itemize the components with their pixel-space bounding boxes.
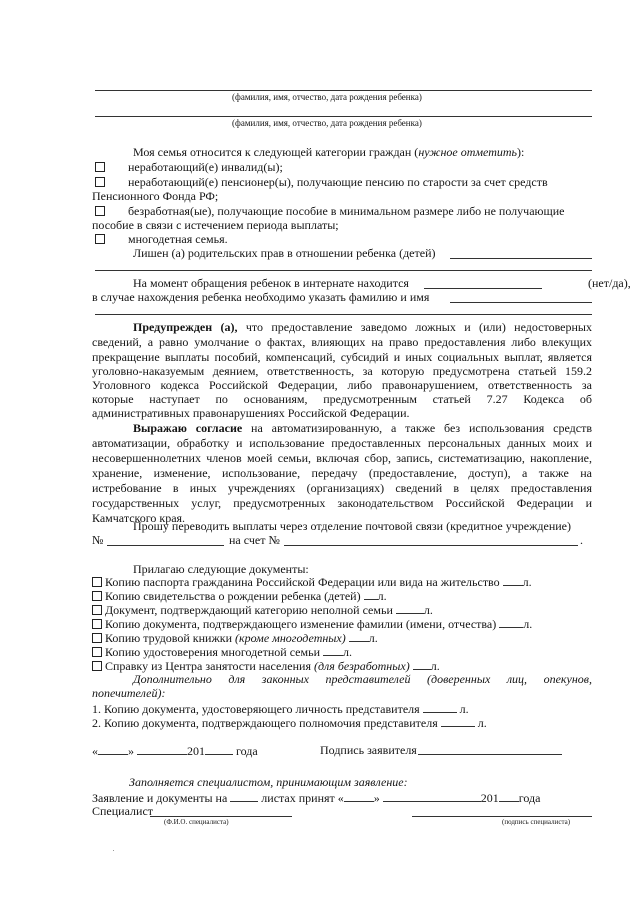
- boarding-field[interactable]: [424, 288, 542, 289]
- document-checkbox[interactable]: [92, 647, 102, 657]
- warning-line-1: [92, 320, 592, 334]
- category-pensioner-label-2: Пенсионного Фонда РФ;: [92, 189, 219, 203]
- category-intro: [92, 145, 592, 159]
- accepted-label: Заявление и документы на: [92, 791, 228, 805]
- boarding-label-2: в случае нахождения ребенка необходимо указать фамилию и имя: [92, 290, 430, 304]
- document-pages-unit: л.: [523, 617, 533, 631]
- accepted-year-field[interactable]: [499, 790, 519, 802]
- warning-line-5: Уголовного кодекса Российской Федерации, либо правонарушением, ответственность за: [92, 378, 592, 392]
- transfer-label: Прошу переводить выплаты через отделение почтовой связи (кредитное учреждение): [133, 519, 572, 533]
- document-pages-field[interactable]: [349, 630, 369, 642]
- document-pages-field[interactable]: [364, 588, 378, 600]
- category-disabled-label: неработающий(е) инвалид(ы);: [128, 160, 283, 174]
- accepted-sheets-field[interactable]: [230, 790, 258, 802]
- reps-heading-2: попечителей):: [92, 686, 166, 700]
- warning-text-1: что предоставление заведомо ложных и (или) недостоверных: [237, 320, 592, 334]
- accepted-quote-close: »: [373, 791, 380, 805]
- warning-line-2: сведений, а равно умолчание о фактах, влияющих на право предоставления либо влекущих: [92, 335, 592, 349]
- child-name-line-1[interactable]: [95, 90, 592, 91]
- warning-line-3: прекращение выплаты пособий, компенсаций, субсидий и иных социальных выплат, является: [92, 350, 592, 364]
- document-checkbox[interactable]: [92, 577, 102, 587]
- accepted-year-prefix: 201: [480, 791, 499, 805]
- document-label: Копию документа, подтверждающего изменение фамилии (имени, отчества): [105, 617, 497, 631]
- specialist-label: Специалист: [92, 804, 154, 818]
- document-item: [92, 658, 592, 673]
- document-pages-field[interactable]: [413, 658, 431, 670]
- document-checkbox[interactable]: [92, 605, 102, 615]
- accepted-year-word: года: [518, 791, 541, 805]
- document-pages-unit: л.: [368, 631, 378, 645]
- consent-lead: Выражаю согласие: [133, 421, 243, 435]
- document-note: (для безработных): [313, 659, 410, 673]
- reps-heading-1: [92, 672, 592, 686]
- specialist-accepted-row: [92, 790, 592, 805]
- child-name-line-2[interactable]: [95, 116, 592, 117]
- rights-field[interactable]: [450, 258, 592, 259]
- document-checkbox[interactable]: [92, 661, 102, 671]
- warning-line-7: административных правонарушениях Российской Федерации.: [92, 406, 410, 420]
- specialist-note: [92, 775, 592, 789]
- reps-item-2-pages-field[interactable]: [441, 715, 475, 727]
- category-intro-note: нужное отметить: [418, 145, 518, 159]
- document-pages-field[interactable]: [503, 574, 523, 586]
- date-year-field[interactable]: [205, 743, 233, 755]
- reps-item-2-label: 2. Копию документа, подтверждающего полномочия представителя: [92, 716, 438, 730]
- warning-line-6: которые наступает по основаниям, предусмотренным статьей 7.27 Кодекса об: [92, 392, 592, 406]
- consent-line-2: автоматизации, обработку и использование предоставленных персональных данных моих и: [92, 436, 592, 450]
- document-item: [92, 602, 592, 617]
- document-note: (кроме многодетных): [235, 631, 346, 645]
- child-name-caption-1: (фамилия, имя, отчество, дата рождения ребенка): [232, 92, 422, 102]
- consent-line-1: [92, 421, 592, 435]
- warning-line-4: уголовно-наказуемым деянием, ответственность, за которую предусмотрена статьей 159.2: [92, 364, 592, 378]
- specialist-note-text: Заполняется специалистом, принимающим заявление:: [129, 775, 408, 789]
- reps-item-1-label: 1. Копию документа, удостоверяющего личность представителя: [92, 702, 420, 716]
- documents-intro-label: Прилагаю следующие документы:: [133, 562, 309, 576]
- specialist-name-field[interactable]: [150, 816, 292, 817]
- consent-line-5: истребование в иных учреждениях (организациях) сведений в целях предоставления: [92, 481, 592, 495]
- document-item: [92, 574, 592, 589]
- document-label: Копию свидетельства о рождении ребенка (детей): [105, 589, 361, 603]
- reps-item-1-unit: л.: [459, 702, 469, 716]
- account-number-field[interactable]: [284, 545, 578, 546]
- date-month-field[interactable]: [137, 743, 187, 755]
- rights-deprived-label: Лишен (а) родительских прав в отношении ребенка (детей): [133, 246, 436, 260]
- boarding-label-1: На момент обращения ребенок в интернате находится: [133, 276, 409, 290]
- transfer-line-1: [92, 519, 592, 533]
- checkbox-unemployed[interactable]: [95, 206, 105, 216]
- document-item: [92, 644, 592, 659]
- consent-line-6: государственных услуг, предусмотренных законодательством Российской Федерации и: [92, 496, 592, 510]
- consent-text-1: на автоматизированную, а также без использования средств: [242, 421, 592, 435]
- document-pages-unit: л.: [377, 589, 387, 603]
- date-day-field[interactable]: [98, 743, 128, 755]
- applicant-signature-field[interactable]: [418, 743, 562, 755]
- document-pages-field[interactable]: [396, 602, 424, 614]
- document-checkbox[interactable]: [92, 633, 102, 643]
- boarding-name-field-continued[interactable]: [95, 314, 592, 315]
- reps-item-1-pages-field[interactable]: [423, 701, 457, 713]
- document-label: Документ, подтверждающий категорию неполной семьи: [105, 603, 393, 617]
- date-year-prefix: 201: [187, 744, 205, 758]
- checkbox-large-family[interactable]: [95, 234, 105, 244]
- category-unemployed-label-2: пособие в связи с истечением периода выплаты;: [92, 218, 339, 232]
- category-unemployed-label-1: безработная(ые), получающие пособие в минимальном размере либо не получающие: [128, 204, 565, 218]
- rights-field-continued[interactable]: [95, 270, 592, 271]
- date-quote-open: «: [92, 744, 98, 758]
- category-large-family-label: многодетная семья.: [128, 232, 228, 246]
- applicant-date-row: [92, 743, 592, 758]
- reps-item-1: [92, 701, 592, 716]
- specialist-signature-field[interactable]: [412, 816, 592, 817]
- category-intro-text: Моя семья относится к следующей категории граждан (: [133, 145, 419, 159]
- document-checkbox[interactable]: [92, 619, 102, 629]
- accepted-day-field[interactable]: [344, 790, 374, 802]
- child-name-caption-2: (фамилия, имя, отчество, дата рождения ребенка): [232, 118, 422, 128]
- document-pages-unit: л.: [343, 645, 352, 659]
- category-pensioner-label-1: неработающий(е) пенсионер(ы), получающие пенсию по старости за счет средств: [128, 175, 548, 189]
- document-label: Копию удостоверения многодетной семьи: [105, 645, 320, 659]
- scan-dot: [113, 850, 114, 851]
- accepted-sheets-label: листах принят «: [261, 791, 344, 805]
- transfer-account-label: на счет №: [229, 533, 280, 547]
- transfer-num-sign: №: [92, 533, 104, 547]
- consent-line-7: Камчатского края.: [92, 511, 186, 525]
- date-quote-close: »: [128, 744, 134, 758]
- document-label: Справку из Центра занятости населения: [105, 659, 314, 673]
- transfer-end: .: [580, 533, 583, 547]
- document-label: Копию паспорта гражданина Российской Федерации или вида на жительство: [105, 575, 500, 589]
- reps-item-2: [92, 715, 592, 730]
- document-pages-field[interactable]: [499, 616, 523, 628]
- document-label: Копию трудовой книжки: [105, 631, 236, 645]
- document-pages-field[interactable]: [323, 644, 343, 656]
- specialist-name-caption: (Ф.И.О. специалиста): [164, 818, 229, 826]
- warning-lead: Предупрежден (а),: [133, 320, 238, 334]
- reps-heading-text: Дополнительно для законных представителей (доверенных лиц, опекунов,: [133, 672, 592, 686]
- consent-line-3: несовершеннолетних членов моей семьи, включая сбор, запись, систематизацию, накопление,: [92, 451, 592, 465]
- specialist-signature-caption: (подпись специалиста): [502, 818, 571, 826]
- boarding-yes-no: (нет/да),: [588, 276, 631, 290]
- document-pages-unit: л.: [423, 603, 433, 617]
- category-intro-end: ):: [517, 145, 525, 159]
- applicant-signature-label: Подпись заявителя: [320, 743, 417, 757]
- checkbox-disabled[interactable]: [95, 162, 105, 172]
- document-pages-unit: л.: [522, 575, 532, 589]
- post-office-field[interactable]: [107, 545, 224, 546]
- consent-line-4: хранение, изменение, использование, передачу (предоставление, доступ), а также на: [92, 466, 592, 480]
- document-pages-unit: л.: [430, 659, 440, 673]
- document-item: [92, 616, 592, 631]
- date-year-word: года: [236, 744, 258, 758]
- checkbox-pensioner[interactable]: [95, 177, 105, 187]
- accepted-month-field[interactable]: [383, 790, 481, 802]
- document-item: [92, 588, 592, 603]
- reps-item-2-unit: л.: [477, 716, 487, 730]
- boarding-name-field[interactable]: [450, 302, 592, 303]
- document-checkbox[interactable]: [92, 591, 102, 601]
- document-item: [92, 630, 592, 645]
